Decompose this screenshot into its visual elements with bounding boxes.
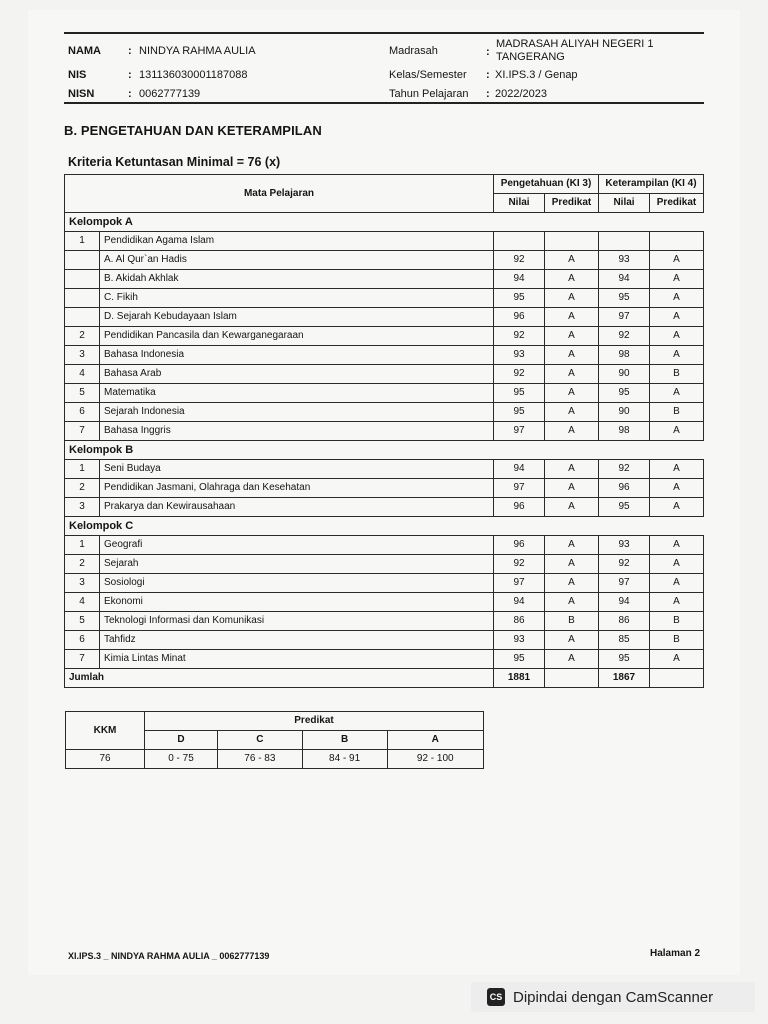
- predikat-keterampilan: A: [650, 251, 704, 270]
- table-row: [65, 327, 704, 346]
- nilai-keterampilan: 98: [599, 422, 650, 441]
- predikat-pengetahuan: A: [545, 498, 599, 517]
- nilai-pengetahuan: 92: [494, 555, 545, 574]
- row-number: [65, 308, 100, 327]
- row-number: 4: [65, 365, 100, 384]
- nilai-keterampilan: 85: [599, 631, 650, 650]
- subject-name: Tahfidz: [100, 631, 494, 650]
- nilai-keterampilan: 97: [599, 308, 650, 327]
- nilai-pengetahuan: 94: [494, 460, 545, 479]
- predikat-pengetahuan: A: [545, 384, 599, 403]
- group-label: Kelompok A: [65, 213, 704, 232]
- predikat-keterampilan: A: [650, 289, 704, 308]
- subject-name: Ekonomi: [100, 593, 494, 612]
- predikat-pengetahuan: A: [545, 479, 599, 498]
- row-number: [65, 251, 100, 270]
- nis-value: 131136030001187088: [139, 69, 248, 81]
- predikat-keterampilan: B: [650, 403, 704, 422]
- range-b: 84 - 91: [302, 750, 387, 769]
- header-bottom-rule: [64, 102, 704, 104]
- nilai-pengetahuan: 93: [494, 631, 545, 650]
- group-row: [65, 213, 704, 232]
- table-row: [65, 612, 704, 631]
- nilai-keterampilan: 86: [599, 612, 650, 631]
- row-number: 6: [65, 403, 100, 422]
- colon: :: [128, 88, 132, 100]
- subject-name: C. Fikih: [100, 289, 494, 308]
- predikat-pengetahuan: A: [545, 631, 599, 650]
- subject-name: Teknologi Informasi dan Komunikasi: [100, 612, 494, 631]
- predikat-pengetahuan: A: [545, 460, 599, 479]
- group-label: Kelompok C: [65, 517, 704, 536]
- predikat-keterampilan: A: [650, 479, 704, 498]
- total-predikat-empty: [650, 669, 704, 688]
- row-number: 5: [65, 384, 100, 403]
- predikat-keterampilan: A: [650, 422, 704, 441]
- predikat-pengetahuan: [545, 232, 599, 251]
- row-number: 3: [65, 498, 100, 517]
- nilai-pengetahuan: 95: [494, 403, 545, 422]
- total-predikat-empty: [545, 669, 599, 688]
- subject-name: Pendidikan Jasmani, Olahraga dan Kesehatan: [100, 479, 494, 498]
- row-number: 3: [65, 574, 100, 593]
- nilai-keterampilan: 92: [599, 327, 650, 346]
- madrasah-line1: MADRASAH ALIYAH NEGERI 1: [496, 38, 654, 50]
- predikat-keterampilan: [650, 232, 704, 251]
- header-top-rule: [64, 32, 704, 34]
- predikat-pengetahuan: A: [545, 346, 599, 365]
- row-number: 7: [65, 650, 100, 669]
- keterampilan-header: Keterampilan (KI 4): [599, 175, 704, 194]
- row-number: 1: [65, 460, 100, 479]
- predikat-keterampilan: A: [650, 308, 704, 327]
- table-row: [65, 289, 704, 308]
- subject-name: Pendidikan Agama Islam: [100, 232, 494, 251]
- predikat-keterampilan: A: [650, 270, 704, 289]
- nilai-keterampilan: 94: [599, 270, 650, 289]
- group-row: [65, 517, 704, 536]
- subject-name: Bahasa Indonesia: [100, 346, 494, 365]
- predikat-pengetahuan: A: [545, 289, 599, 308]
- nilai-keterampilan: 92: [599, 555, 650, 574]
- nisn-value: 0062777139: [139, 88, 201, 100]
- subject-name: B. Akidah Akhlak: [100, 270, 494, 289]
- predikat-keterampilan: A: [650, 498, 704, 517]
- predikat-pengetahuan: B: [545, 612, 599, 631]
- row-number: 1: [65, 536, 100, 555]
- subject-name: Matematika: [100, 384, 494, 403]
- row-number: 3: [65, 346, 100, 365]
- nama-value: NINDYA RAHMA AULIA: [139, 45, 256, 57]
- subject-name: A. Al Qur`an Hadis: [100, 251, 494, 270]
- table-row: [65, 232, 704, 251]
- nilai-keterampilan: [599, 232, 650, 251]
- nilai-pengetahuan: 86: [494, 612, 545, 631]
- total-label: Jumlah: [65, 669, 494, 688]
- row-number: 4: [65, 593, 100, 612]
- nisn-label: NISN: [68, 88, 95, 100]
- table-row: [65, 555, 704, 574]
- subject-name: Geografi: [100, 536, 494, 555]
- nilai-pengetahuan: 94: [494, 593, 545, 612]
- table-row: [65, 308, 704, 327]
- pengetahuan-header: Pengetahuan (KI 3): [494, 175, 599, 194]
- kkm-table: [65, 711, 484, 769]
- subject-name: Sejarah Indonesia: [100, 403, 494, 422]
- nilai-pengetahuan: 95: [494, 384, 545, 403]
- predikat-header: Predikat: [545, 194, 599, 213]
- subject-header: Mata Pelajaran: [65, 175, 494, 213]
- table-row: [65, 650, 704, 669]
- footer-identity: XI.IPS.3 _ NINDYA RAHMA AULIA _ 0062777139: [68, 951, 270, 961]
- subject-name: Sejarah: [100, 555, 494, 574]
- section-title: B. PENGETAHUAN DAN KETERAMPILAN: [64, 123, 322, 138]
- predikat-header: Predikat: [650, 194, 704, 213]
- predikat-pengetahuan: A: [545, 308, 599, 327]
- table-row: [65, 346, 704, 365]
- table-row: [65, 593, 704, 612]
- table-row: [65, 251, 704, 270]
- nilai-keterampilan: 95: [599, 650, 650, 669]
- predikat-keterampilan: A: [650, 574, 704, 593]
- table-row: [65, 403, 704, 422]
- predikat-pengetahuan: A: [545, 270, 599, 289]
- nilai-pengetahuan: 94: [494, 270, 545, 289]
- range-c: 76 - 83: [218, 750, 303, 769]
- kelas-value: XI.IPS.3 / Genap: [495, 69, 578, 81]
- predikat-pengetahuan: A: [545, 327, 599, 346]
- predikat-keterampilan: B: [650, 612, 704, 631]
- nilai-pengetahuan: 92: [494, 327, 545, 346]
- grade-c-header: C: [218, 731, 303, 750]
- nilai-keterampilan: 92: [599, 460, 650, 479]
- nilai-header: Nilai: [599, 194, 650, 213]
- page-number: Halaman 2: [650, 948, 701, 959]
- nilai-pengetahuan: 95: [494, 289, 545, 308]
- scanner-badge: [471, 982, 755, 1012]
- kkm-value: 76: [66, 750, 145, 769]
- range-a: 92 - 100: [387, 750, 484, 769]
- kelas-label: Kelas/Semester: [389, 69, 467, 81]
- table-row: [65, 574, 704, 593]
- predikat-pengetahuan: A: [545, 365, 599, 384]
- nilai-keterampilan: 95: [599, 498, 650, 517]
- group-row: [65, 441, 704, 460]
- nilai-keterampilan: 98: [599, 346, 650, 365]
- row-number: 6: [65, 631, 100, 650]
- subject-name: Bahasa Arab: [100, 365, 494, 384]
- predikat-pengetahuan: A: [545, 422, 599, 441]
- colon: :: [486, 88, 490, 100]
- total-keterampilan: 1867: [599, 669, 650, 688]
- table-row: [65, 498, 704, 517]
- nilai-pengetahuan: 93: [494, 346, 545, 365]
- table-row: [65, 384, 704, 403]
- camscanner-icon: CS: [487, 988, 505, 1006]
- grade-d-header: D: [145, 731, 218, 750]
- grades-table: [64, 174, 704, 688]
- predikat-keterampilan: A: [650, 555, 704, 574]
- grade-b-header: B: [302, 731, 387, 750]
- predikat-keterampilan: A: [650, 346, 704, 365]
- colon: :: [128, 69, 132, 81]
- nilai-pengetahuan: 92: [494, 365, 545, 384]
- predikat-keterampilan: A: [650, 650, 704, 669]
- predikat-pengetahuan: A: [545, 574, 599, 593]
- subject-name: Bahasa Inggris: [100, 422, 494, 441]
- nilai-pengetahuan: 92: [494, 251, 545, 270]
- subject-name: Prakarya dan Kewirausahaan: [100, 498, 494, 517]
- tahun-label: Tahun Pelajaran: [389, 88, 469, 100]
- row-number: 7: [65, 422, 100, 441]
- nilai-header: Nilai: [494, 194, 545, 213]
- grade-a-header: A: [387, 731, 484, 750]
- subject-name: D. Sejarah Kebudayaan Islam: [100, 308, 494, 327]
- table-row: [65, 270, 704, 289]
- group-label: Kelompok B: [65, 441, 704, 460]
- predikat-pengetahuan: A: [545, 251, 599, 270]
- nilai-keterampilan: 95: [599, 289, 650, 308]
- predikat-keterampilan: B: [650, 365, 704, 384]
- nilai-keterampilan: 97: [599, 574, 650, 593]
- nilai-keterampilan: 90: [599, 403, 650, 422]
- nilai-pengetahuan: 97: [494, 422, 545, 441]
- predikat-keterampilan: A: [650, 593, 704, 612]
- madrasah-line2: TANGERANG: [496, 51, 565, 63]
- predikat-group-header: Predikat: [145, 712, 484, 731]
- row-number: 1: [65, 232, 100, 251]
- colon: :: [128, 45, 132, 57]
- range-d: 0 - 75: [145, 750, 218, 769]
- predikat-keterampilan: A: [650, 384, 704, 403]
- subject-name: Sosiologi: [100, 574, 494, 593]
- colon: :: [486, 69, 490, 81]
- madrasah-label: Madrasah: [389, 45, 438, 57]
- row-number: [65, 270, 100, 289]
- total-pengetahuan: 1881: [494, 669, 545, 688]
- row-number: 5: [65, 612, 100, 631]
- table-row: [65, 365, 704, 384]
- predikat-pengetahuan: A: [545, 403, 599, 422]
- nilai-keterampilan: 93: [599, 251, 650, 270]
- row-number: 2: [65, 327, 100, 346]
- nis-label: NIS: [68, 69, 87, 81]
- nilai-pengetahuan: [494, 232, 545, 251]
- nilai-keterampilan: 95: [599, 384, 650, 403]
- kkm-header: KKM: [66, 712, 145, 750]
- subject-name: Seni Budaya: [100, 460, 494, 479]
- nilai-keterampilan: 93: [599, 536, 650, 555]
- nilai-pengetahuan: 96: [494, 536, 545, 555]
- predikat-keterampilan: B: [650, 631, 704, 650]
- kkm-title: Kriteria Ketuntasan Minimal = 76 (x): [68, 155, 281, 169]
- nilai-pengetahuan: 97: [494, 479, 545, 498]
- predikat-pengetahuan: A: [545, 650, 599, 669]
- tahun-value: 2022/2023: [495, 88, 547, 100]
- table-row: [65, 536, 704, 555]
- predikat-keterampilan: A: [650, 327, 704, 346]
- predikat-keterampilan: A: [650, 460, 704, 479]
- predikat-pengetahuan: A: [545, 593, 599, 612]
- nilai-pengetahuan: 96: [494, 308, 545, 327]
- table-row: [65, 479, 704, 498]
- nilai-pengetahuan: 96: [494, 498, 545, 517]
- nilai-pengetahuan: 95: [494, 650, 545, 669]
- predikat-pengetahuan: A: [545, 555, 599, 574]
- nilai-keterampilan: 96: [599, 479, 650, 498]
- table-row: [65, 422, 704, 441]
- subject-name: Kimia Lintas Minat: [100, 650, 494, 669]
- table-row: [65, 460, 704, 479]
- colon: :: [486, 46, 490, 58]
- row-number: 2: [65, 479, 100, 498]
- nama-label: NAMA: [68, 45, 101, 57]
- table-row: [65, 631, 704, 650]
- subject-name: Pendidikan Pancasila dan Kewarganegaraan: [100, 327, 494, 346]
- predikat-pengetahuan: A: [545, 536, 599, 555]
- row-number: 2: [65, 555, 100, 574]
- nilai-keterampilan: 94: [599, 593, 650, 612]
- row-number: [65, 289, 100, 308]
- nilai-pengetahuan: 97: [494, 574, 545, 593]
- scanner-label: Dipindai dengan CamScanner: [513, 988, 714, 1006]
- nilai-keterampilan: 90: [599, 365, 650, 384]
- total-row: [65, 669, 704, 688]
- predikat-keterampilan: A: [650, 536, 704, 555]
